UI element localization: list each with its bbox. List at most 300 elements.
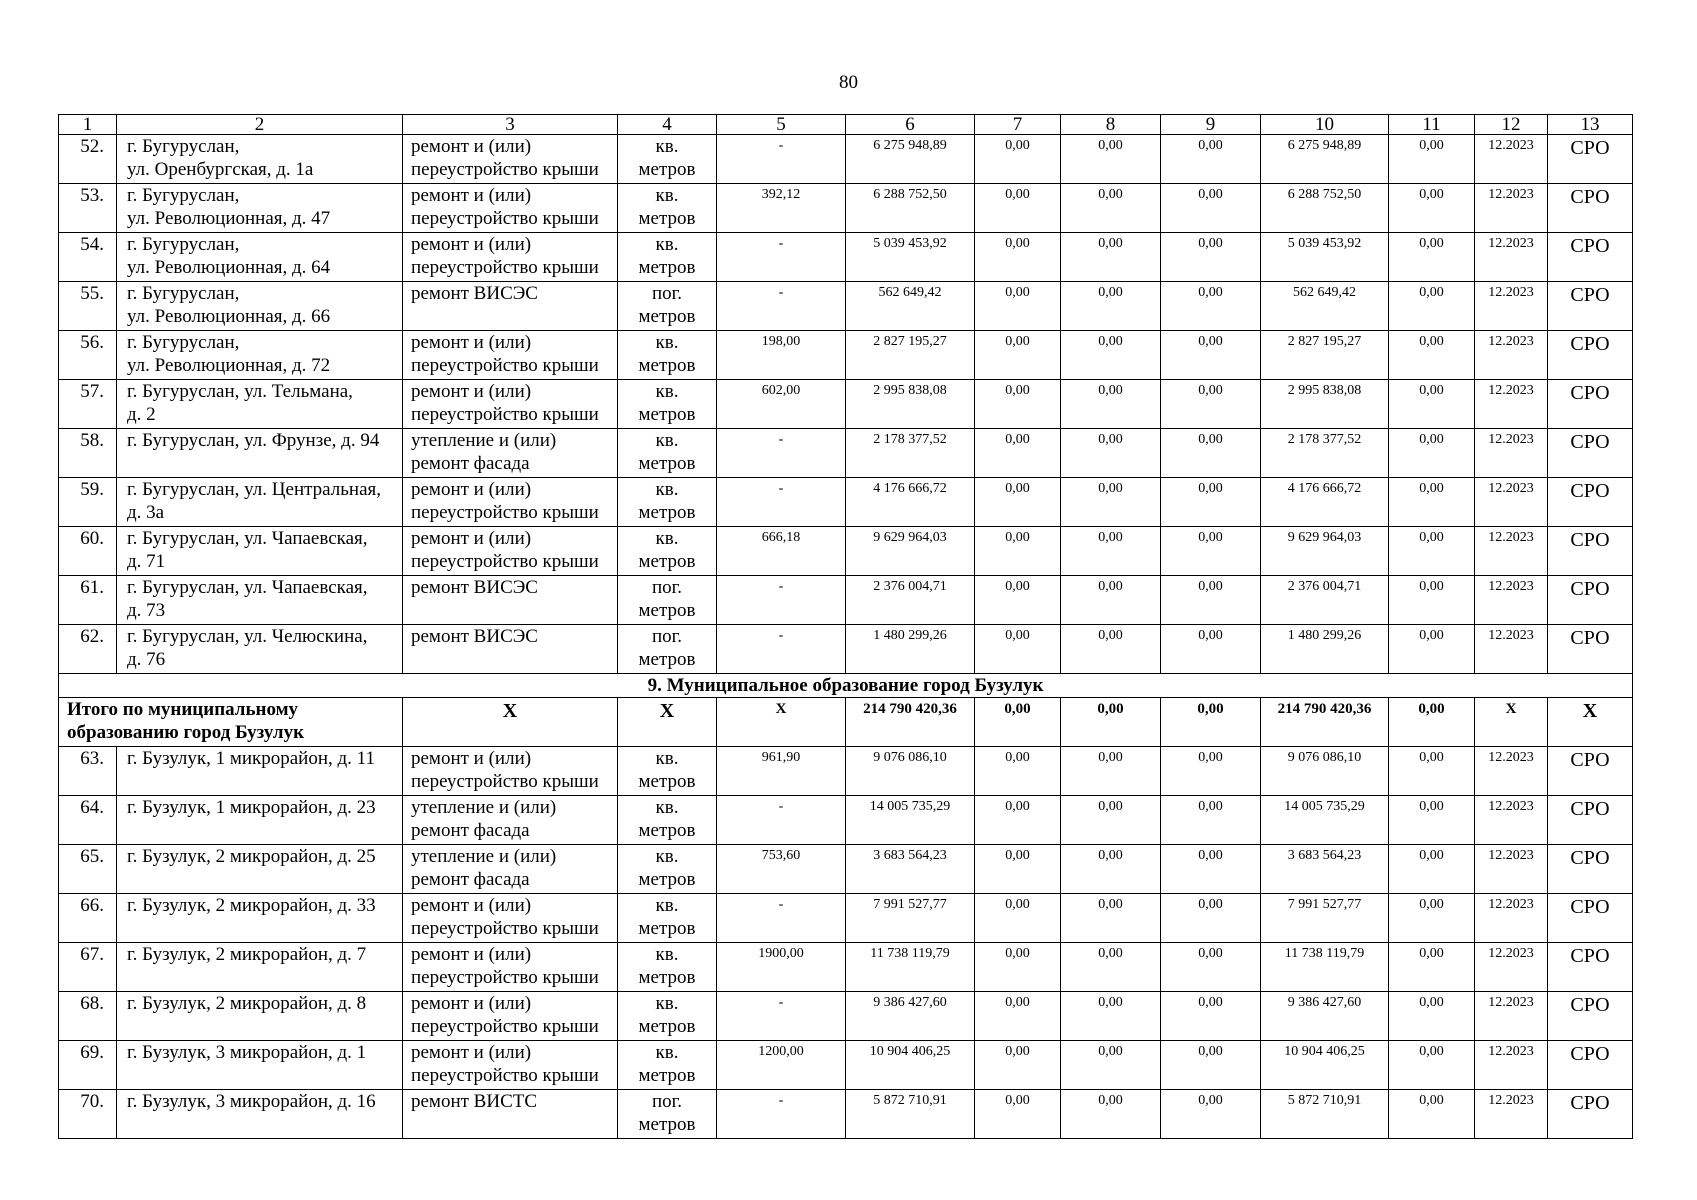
work-type-cell xyxy=(403,380,618,429)
unit-line: кв. xyxy=(655,944,679,965)
unit-cell xyxy=(618,527,717,576)
unit-cell xyxy=(618,747,717,796)
row-number-cell: 65. xyxy=(59,845,117,894)
value-cell-c6: 2 376 004,71 xyxy=(846,576,975,625)
address-line xyxy=(127,917,399,940)
unit-line: кв. xyxy=(655,430,679,451)
column-number-13: 13 xyxy=(1548,115,1633,135)
work-type-line: ремонт и (или) xyxy=(411,381,532,402)
unit-cell xyxy=(618,1041,717,1090)
table-row xyxy=(59,576,1633,625)
category-cell: СРО xyxy=(1548,282,1633,331)
value-cell-c10: 7 991 527,77 xyxy=(1261,894,1389,943)
value-cell-c6: 2 827 195,27 xyxy=(846,331,975,380)
unit-line: кв. xyxy=(655,993,679,1014)
unit-line: метров xyxy=(638,404,696,425)
address-cell xyxy=(117,576,403,625)
value-cell-c9: 0,00 xyxy=(1161,1041,1261,1090)
value-cell-c8: 0,00 xyxy=(1061,845,1161,894)
address-cell xyxy=(117,478,403,527)
row-number-cell: 70. xyxy=(59,1090,117,1139)
capital-repair-table xyxy=(58,114,1633,1139)
table-row xyxy=(59,894,1633,943)
unit-line: метров xyxy=(638,1114,696,1135)
row-number-cell: 54. xyxy=(59,233,117,282)
table-row xyxy=(59,429,1633,478)
category-cell: СРО xyxy=(1548,1041,1633,1090)
row-number-cell: 58. xyxy=(59,429,117,478)
row-number-cell: 64. xyxy=(59,796,117,845)
value-cell-c8: 0,00 xyxy=(1061,747,1161,796)
address-line: г. Бузулук, 2 микрорайон, д. 8 xyxy=(127,993,367,1014)
unit-line: метров xyxy=(638,1016,696,1037)
address-line: г. Бузулук, 1 микрорайон, д. 23 xyxy=(127,797,376,818)
value-cell-c7: 0,00 xyxy=(975,894,1061,943)
value-cell-c7: 0,00 xyxy=(975,478,1061,527)
value-cell-c12: 12.2023 xyxy=(1475,992,1548,1041)
value-cell-c6: 1 480 299,26 xyxy=(846,625,975,674)
table-row xyxy=(59,796,1633,845)
category-cell: СРО xyxy=(1548,380,1633,429)
value-cell-c10: 9 076 086,10 xyxy=(1261,747,1389,796)
value-cell-c7: 0,00 xyxy=(975,1041,1061,1090)
unit-line: кв. xyxy=(655,528,679,549)
unit-cell xyxy=(618,380,717,429)
value-cell-c8: 0,00 xyxy=(1061,478,1161,527)
unit-line: метров xyxy=(638,306,696,327)
table-row xyxy=(59,527,1633,576)
unit-line: пог. xyxy=(651,577,683,598)
row-number-cell: 66. xyxy=(59,894,117,943)
work-type-line: ремонт и (или) xyxy=(411,944,532,965)
value-cell-c9: 0,00 xyxy=(1161,380,1261,429)
value-cell-c12: 12.2023 xyxy=(1475,135,1548,184)
address-line xyxy=(127,868,399,891)
value-cell-c11: 0,00 xyxy=(1389,478,1475,527)
unit-line: кв. xyxy=(655,136,679,157)
value-cell-c12: 12.2023 xyxy=(1475,625,1548,674)
total-c3: Х xyxy=(403,698,618,747)
value-cell-c10: 562 649,42 xyxy=(1261,282,1389,331)
value-cell-c10: 9 386 427,60 xyxy=(1261,992,1389,1041)
unit-line: метров xyxy=(638,159,696,180)
value-cell-c8: 0,00 xyxy=(1061,184,1161,233)
value-cell-c11: 0,00 xyxy=(1389,184,1475,233)
address-cell xyxy=(117,380,403,429)
value-cell-c8: 0,00 xyxy=(1061,943,1161,992)
work-type-line: ремонт ВИСЭС xyxy=(411,283,538,304)
address-line: г. Бугуруслан, ул. Фрунзе, д. 94 xyxy=(127,430,380,451)
address-cell xyxy=(117,625,403,674)
value-cell-c7: 0,00 xyxy=(975,796,1061,845)
unit-line: кв. xyxy=(655,895,679,916)
value-cell-c8: 0,00 xyxy=(1061,625,1161,674)
work-type-line: ремонт ВИСТС xyxy=(411,1091,538,1112)
work-type-cell xyxy=(403,233,618,282)
value-cell-c9: 0,00 xyxy=(1161,184,1261,233)
category-cell: СРО xyxy=(1548,233,1633,282)
value-cell-c11: 0,00 xyxy=(1389,380,1475,429)
value-cell-c6: 562 649,42 xyxy=(846,282,975,331)
table-row xyxy=(59,135,1633,184)
address-line: д. 76 xyxy=(127,649,166,670)
value-cell-c6: 14 005 735,29 xyxy=(846,796,975,845)
work-type-line: ремонт и (или) xyxy=(411,136,532,157)
value-cell-c9: 0,00 xyxy=(1161,429,1261,478)
table-row xyxy=(59,747,1633,796)
total-label-line: Итого по муниципальному xyxy=(67,699,299,720)
value-cell-c10: 2 178 377,52 xyxy=(1261,429,1389,478)
value-cell-c8: 0,00 xyxy=(1061,1090,1161,1139)
value-cell-c10: 3 683 564,23 xyxy=(1261,845,1389,894)
value-cell-c12: 12.2023 xyxy=(1475,1041,1548,1090)
row-number-cell: 55. xyxy=(59,282,117,331)
value-cell-c6: 9 386 427,60 xyxy=(846,992,975,1041)
unit-cell xyxy=(618,625,717,674)
value-cell-c10: 2 995 838,08 xyxy=(1261,380,1389,429)
column-number-7: 7 xyxy=(975,115,1061,135)
value-cell-c8: 0,00 xyxy=(1061,331,1161,380)
work-type-cell xyxy=(403,625,618,674)
value-cell-c9: 0,00 xyxy=(1161,331,1261,380)
unit-cell xyxy=(618,282,717,331)
address-line: г. Бугуруслан, ул. Чапаевская, xyxy=(127,528,368,549)
value-cell-c10: 5 872 710,91 xyxy=(1261,1090,1389,1139)
value-cell-c10: 2 827 195,27 xyxy=(1261,331,1389,380)
work-type-line: ремонт и (или) xyxy=(411,895,532,916)
section-row xyxy=(59,674,1633,698)
value-cell-c7: 0,00 xyxy=(975,747,1061,796)
row-number-cell: 63. xyxy=(59,747,117,796)
value-cell-c7: 0,00 xyxy=(975,943,1061,992)
work-type-line: ремонт и (или) xyxy=(411,332,532,353)
address-line xyxy=(127,770,399,793)
row-number-cell: 67. xyxy=(59,943,117,992)
value-cell-c10: 6 275 948,89 xyxy=(1261,135,1389,184)
category-cell: СРО xyxy=(1548,796,1633,845)
work-type-line: переустройство крыши xyxy=(411,918,599,939)
address-cell xyxy=(117,135,403,184)
table-row xyxy=(59,282,1633,331)
category-cell: СРО xyxy=(1548,1090,1633,1139)
value-cell-c8: 0,00 xyxy=(1061,796,1161,845)
work-type-cell xyxy=(403,894,618,943)
value-cell-c7: 0,00 xyxy=(975,1090,1061,1139)
value-cell-c8: 0,00 xyxy=(1061,992,1161,1041)
total-c4: Х xyxy=(618,698,717,747)
work-type-line: ремонт и (или) xyxy=(411,993,532,1014)
column-number-1: 1 xyxy=(59,115,117,135)
unit-line: метров xyxy=(638,502,696,523)
address-cell xyxy=(117,331,403,380)
value-cell-c9: 0,00 xyxy=(1161,625,1261,674)
value-cell-c9: 0,00 xyxy=(1161,527,1261,576)
value-cell-c8: 0,00 xyxy=(1061,576,1161,625)
address-line: ул. Революционная, д. 66 xyxy=(127,306,331,327)
unit-cell xyxy=(618,331,717,380)
category-cell: СРО xyxy=(1548,845,1633,894)
value-cell-c5: - xyxy=(717,233,846,282)
work-type-line: ремонт и (или) xyxy=(411,185,532,206)
value-cell-c6: 2 995 838,08 xyxy=(846,380,975,429)
value-cell-c7: 0,00 xyxy=(975,527,1061,576)
category-cell: СРО xyxy=(1548,625,1633,674)
value-cell-c12: 12.2023 xyxy=(1475,845,1548,894)
column-number-9: 9 xyxy=(1161,115,1261,135)
value-cell-c6: 3 683 564,23 xyxy=(846,845,975,894)
work-type-line: утепление и (или) xyxy=(411,430,557,451)
value-cell-c12: 12.2023 xyxy=(1475,1090,1548,1139)
work-type-line: переустройство крыши xyxy=(411,208,599,229)
address-cell xyxy=(117,943,403,992)
address-cell xyxy=(117,796,403,845)
value-cell-c12: 12.2023 xyxy=(1475,429,1548,478)
row-number-cell: 59. xyxy=(59,478,117,527)
value-cell-c10: 11 738 119,79 xyxy=(1261,943,1389,992)
row-number-cell: 68. xyxy=(59,992,117,1041)
work-type-cell xyxy=(403,429,618,478)
unit-line: метров xyxy=(638,453,696,474)
address-line: г. Бугуруслан, xyxy=(127,283,240,304)
table-row xyxy=(59,233,1633,282)
value-cell-c11: 0,00 xyxy=(1389,576,1475,625)
unit-line: кв. xyxy=(655,1042,679,1063)
value-cell-c12: 12.2023 xyxy=(1475,233,1548,282)
unit-line: метров xyxy=(638,869,696,890)
unit-line: кв. xyxy=(655,234,679,255)
page-number: 80 xyxy=(839,72,858,93)
address-line: д. 71 xyxy=(127,551,166,572)
work-type-cell xyxy=(403,527,618,576)
row-number-cell: 62. xyxy=(59,625,117,674)
work-type-line: ремонт фасада xyxy=(411,820,530,841)
table-row xyxy=(59,992,1633,1041)
table-row xyxy=(59,380,1633,429)
category-cell: СРО xyxy=(1548,943,1633,992)
value-cell-c9: 0,00 xyxy=(1161,478,1261,527)
section-title: 9. Муниципальное образование город Бузулук xyxy=(59,674,1633,698)
unit-line: кв. xyxy=(655,479,679,500)
total-c10: 214 790 420,36 xyxy=(1261,698,1389,747)
value-cell-c5: 392,12 xyxy=(717,184,846,233)
work-type-cell xyxy=(403,331,618,380)
unit-line: кв. xyxy=(655,846,679,867)
column-number-row xyxy=(59,115,1633,135)
table-row xyxy=(59,943,1633,992)
work-type-line: ремонт и (или) xyxy=(411,1042,532,1063)
address-line: г. Бугуруслан, ул. Центральная, xyxy=(127,479,381,500)
address-line: г. Бугуруслан, ул. Челюскина, xyxy=(127,626,368,647)
value-cell-c8: 0,00 xyxy=(1061,380,1161,429)
row-number-cell: 56. xyxy=(59,331,117,380)
row-number-cell: 52. xyxy=(59,135,117,184)
value-cell-c12: 12.2023 xyxy=(1475,943,1548,992)
value-cell-c11: 0,00 xyxy=(1389,331,1475,380)
unit-cell xyxy=(618,429,717,478)
address-line: д. 3а xyxy=(127,502,165,523)
value-cell-c5: - xyxy=(717,282,846,331)
value-cell-c11: 0,00 xyxy=(1389,943,1475,992)
value-cell-c10: 1 480 299,26 xyxy=(1261,625,1389,674)
value-cell-c7: 0,00 xyxy=(975,233,1061,282)
value-cell-c7: 0,00 xyxy=(975,845,1061,894)
column-number-10: 10 xyxy=(1261,115,1389,135)
total-c8: 0,00 xyxy=(1061,698,1161,747)
address-line: г. Бугуруслан, xyxy=(127,332,240,353)
category-cell: СРО xyxy=(1548,747,1633,796)
address-line: г. Бугуруслан, xyxy=(127,136,240,157)
table-row xyxy=(59,625,1633,674)
value-cell-c8: 0,00 xyxy=(1061,282,1161,331)
value-cell-c8: 0,00 xyxy=(1061,1041,1161,1090)
address-line: д. 73 xyxy=(127,600,166,621)
value-cell-c8: 0,00 xyxy=(1061,233,1161,282)
value-cell-c9: 0,00 xyxy=(1161,233,1261,282)
work-type-line xyxy=(411,1113,614,1136)
column-number-8: 8 xyxy=(1061,115,1161,135)
address-cell xyxy=(117,233,403,282)
value-cell-c5: - xyxy=(717,992,846,1041)
category-cell: СРО xyxy=(1548,894,1633,943)
address-cell xyxy=(117,1090,403,1139)
unit-cell xyxy=(618,478,717,527)
value-cell-c5: - xyxy=(717,135,846,184)
category-cell: СРО xyxy=(1548,478,1633,527)
value-cell-c11: 0,00 xyxy=(1389,233,1475,282)
address-cell xyxy=(117,282,403,331)
unit-cell xyxy=(618,796,717,845)
total-c7: 0,00 xyxy=(975,698,1061,747)
category-cell: СРО xyxy=(1548,992,1633,1041)
value-cell-c9: 0,00 xyxy=(1161,576,1261,625)
total-row xyxy=(59,698,1633,747)
value-cell-c9: 0,00 xyxy=(1161,943,1261,992)
unit-line: метров xyxy=(638,600,696,621)
work-type-line: ремонт и (или) xyxy=(411,479,532,500)
address-line: ул. Революционная, д. 64 xyxy=(127,257,331,278)
unit-line: кв. xyxy=(655,381,679,402)
work-type-cell xyxy=(403,943,618,992)
category-cell: СРО xyxy=(1548,527,1633,576)
value-cell-c12: 12.2023 xyxy=(1475,747,1548,796)
row-number-cell: 53. xyxy=(59,184,117,233)
table-row xyxy=(59,331,1633,380)
value-cell-c11: 0,00 xyxy=(1389,796,1475,845)
work-type-cell xyxy=(403,747,618,796)
address-line xyxy=(127,1015,399,1038)
value-cell-c7: 0,00 xyxy=(975,625,1061,674)
value-cell-c7: 0,00 xyxy=(975,576,1061,625)
address-line: г. Бузулук, 2 микрорайон, д. 7 xyxy=(127,944,367,965)
column-number-3: 3 xyxy=(403,115,618,135)
value-cell-c5: - xyxy=(717,576,846,625)
value-cell-c11: 0,00 xyxy=(1389,135,1475,184)
address-line: г. Бугуруслан, ул. Тельмана, xyxy=(127,381,353,402)
unit-cell xyxy=(618,894,717,943)
address-cell xyxy=(117,429,403,478)
unit-line: метров xyxy=(638,208,696,229)
column-number-6: 6 xyxy=(846,115,975,135)
unit-cell xyxy=(618,1090,717,1139)
value-cell-c5: - xyxy=(717,1090,846,1139)
work-type-line: ремонт и (или) xyxy=(411,528,532,549)
address-line xyxy=(127,1064,399,1087)
table-row xyxy=(59,1041,1633,1090)
value-cell-c6: 2 178 377,52 xyxy=(846,429,975,478)
address-line xyxy=(127,966,399,989)
table-row xyxy=(59,845,1633,894)
unit-line: пог. xyxy=(651,1091,683,1112)
value-cell-c7: 0,00 xyxy=(975,429,1061,478)
value-cell-c11: 0,00 xyxy=(1389,625,1475,674)
work-type-line: переустройство крыши xyxy=(411,967,599,988)
work-type-cell xyxy=(403,576,618,625)
value-cell-c12: 12.2023 xyxy=(1475,184,1548,233)
value-cell-c5: - xyxy=(717,429,846,478)
value-cell-c12: 12.2023 xyxy=(1475,576,1548,625)
value-cell-c9: 0,00 xyxy=(1161,845,1261,894)
work-type-line xyxy=(411,648,614,671)
value-cell-c11: 0,00 xyxy=(1389,747,1475,796)
value-cell-c12: 12.2023 xyxy=(1475,282,1548,331)
column-number-2: 2 xyxy=(117,115,403,135)
address-cell xyxy=(117,527,403,576)
value-cell-c8: 0,00 xyxy=(1061,429,1161,478)
value-cell-c11: 0,00 xyxy=(1389,527,1475,576)
category-cell: СРО xyxy=(1548,429,1633,478)
unit-line: кв. xyxy=(655,748,679,769)
work-type-line: переустройство крыши xyxy=(411,1065,599,1086)
address-cell xyxy=(117,845,403,894)
work-type-cell xyxy=(403,992,618,1041)
work-type-line: переустройство крыши xyxy=(411,502,599,523)
address-cell xyxy=(117,1041,403,1090)
value-cell-c7: 0,00 xyxy=(975,184,1061,233)
unit-cell xyxy=(618,576,717,625)
work-type-line: переустройство крыши xyxy=(411,159,599,180)
value-cell-c5: 602,00 xyxy=(717,380,846,429)
value-cell-c12: 12.2023 xyxy=(1475,894,1548,943)
value-cell-c12: 12.2023 xyxy=(1475,331,1548,380)
value-cell-c9: 0,00 xyxy=(1161,282,1261,331)
total-c12: Х xyxy=(1475,698,1548,747)
table-row xyxy=(59,478,1633,527)
unit-cell xyxy=(618,943,717,992)
value-cell-c11: 0,00 xyxy=(1389,894,1475,943)
work-type-cell xyxy=(403,1090,618,1139)
work-type-cell xyxy=(403,282,618,331)
column-number-11: 11 xyxy=(1389,115,1475,135)
work-type-line: переустройство крыши xyxy=(411,771,599,792)
value-cell-c5: 753,60 xyxy=(717,845,846,894)
address-cell xyxy=(117,992,403,1041)
value-cell-c11: 0,00 xyxy=(1389,992,1475,1041)
work-type-line: ремонт ВИСЭС xyxy=(411,577,538,598)
value-cell-c12: 12.2023 xyxy=(1475,796,1548,845)
value-cell-c7: 0,00 xyxy=(975,331,1061,380)
category-cell: СРО xyxy=(1548,331,1633,380)
total-c11: 0,00 xyxy=(1389,698,1475,747)
unit-line: метров xyxy=(638,918,696,939)
unit-line: метров xyxy=(638,771,696,792)
value-cell-c6: 5 039 453,92 xyxy=(846,233,975,282)
category-cell: СРО xyxy=(1548,184,1633,233)
value-cell-c12: 12.2023 xyxy=(1475,527,1548,576)
work-type-cell xyxy=(403,184,618,233)
value-cell-c12: 12.2023 xyxy=(1475,380,1548,429)
value-cell-c7: 0,00 xyxy=(975,992,1061,1041)
work-type-line: переустройство крыши xyxy=(411,404,599,425)
